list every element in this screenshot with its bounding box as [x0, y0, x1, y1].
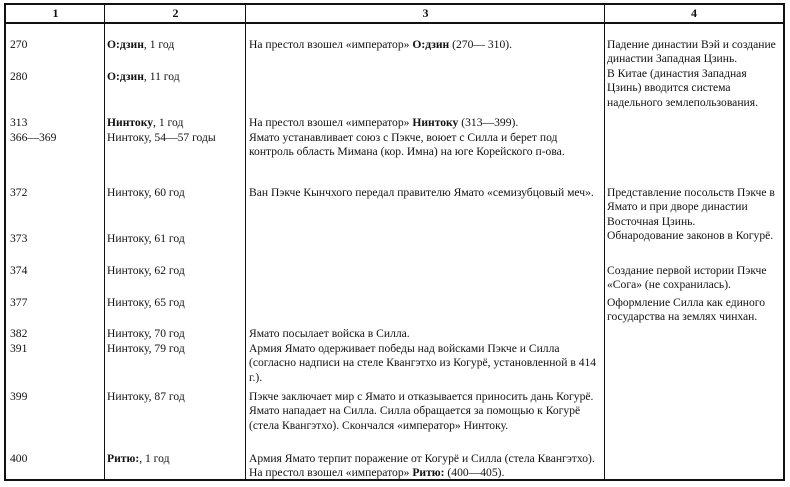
japan-event-cell: Пэкче заключает мир с Ямато и отказывается приносить дань Когурё. Ямато нападает на Силла. Силла обращается за помощью к Когурё (стела Квангэтхо). Скончался «император» Нинтоку.	[249, 390, 594, 432]
reign-cell: Нинтоку, 54—57 годы	[107, 131, 216, 144]
reign-cell	[107, 452, 239, 466]
year-cell: 382	[10, 327, 28, 340]
year-cell: 374	[10, 264, 28, 277]
header-row	[6, 5, 783, 24]
japan-event-cell	[249, 116, 605, 130]
event-text: Армия Ямато терпит поражение от Когурё и Силла (стела Квангэтхо). На престол взошел «император»	[249, 452, 595, 480]
reign-cell	[107, 70, 239, 84]
event-text: На престол взошел «император»	[249, 116, 413, 129]
year-cell: 373	[10, 232, 28, 245]
reign-year: , 1 год	[143, 38, 175, 51]
japan-event-cell: Ямато устанавливает союз с Пэкче, воюет с Силла и берет под контроль область Мимана (кор. Имна) на юге Корейского п-ова.	[249, 131, 565, 159]
column-divider	[245, 5, 246, 479]
header-col-1: 1	[52, 6, 59, 20]
reign-cell: Нинтоку, 87 год	[107, 390, 185, 403]
year-cell: 366—369	[10, 131, 57, 144]
world-event-cell: Создание первой истории Пэкче «Сога» (не сохранилась).	[607, 264, 767, 292]
emperor-name: О:дзин	[107, 70, 144, 83]
reign-year: , 1 год	[139, 452, 170, 465]
chronology-table	[4, 3, 785, 481]
reign-cell: Нинтоку, 62 год	[107, 264, 185, 277]
reign-year: , 11 год	[143, 70, 180, 83]
emperor-name: Ритю:	[107, 452, 140, 465]
year-cell: 391	[10, 342, 28, 355]
reign-cell: Нинтоку, 79 год	[107, 342, 185, 355]
reign-cell: Нинтоку, 60 год	[107, 186, 185, 199]
emperor-name: О:дзин	[107, 38, 144, 51]
event-text: (400—405).	[444, 466, 505, 480]
emperor-name: Нинтоку	[412, 116, 459, 129]
event-text: (313—399).	[458, 116, 519, 129]
year-cell: 377	[10, 296, 28, 309]
world-event-cell: В Китае (династия Западная Цзинь) вводится система надельного землепользования.	[607, 67, 758, 109]
year-cell: 399	[10, 390, 28, 403]
world-event-cell: Оформление Силла как единого государства на землях чинхан.	[607, 296, 766, 324]
reign-year: , 1 год	[153, 116, 184, 129]
japan-event-cell: Армия Ямато одерживает победы над войсками Пэкче и Силла (согласно надписи на стеле Квангэтхо из Когурё, установленной в 414 г.).	[249, 342, 597, 384]
world-event-cell: Падение династии Вэй и создание династии Западная Цзинь.	[607, 38, 776, 66]
reign-cell	[107, 116, 239, 130]
header-col-4: 4	[691, 6, 697, 20]
world-event-cell: Представление посольств Пэкче в Ямато и при дворе династии Восточная Цзинь.	[607, 186, 775, 228]
reign-cell	[107, 38, 239, 52]
emperor-name: Нинтоку	[107, 116, 154, 129]
column-divider	[104, 5, 105, 479]
year-cell: 313	[10, 116, 28, 129]
world-event-cell: Обнародование законов в Когурё.	[607, 229, 774, 242]
header-col-3: 3	[422, 6, 429, 20]
japan-event-cell: Ямато посылает войска в Силла.	[249, 327, 410, 340]
year-cell: 270	[10, 38, 28, 51]
reign-cell: Нинтоку, 70 год	[107, 327, 185, 340]
year-cell: 400	[10, 452, 28, 465]
header-col-2: 2	[172, 6, 179, 20]
reign-cell: Нинтоку, 65 год	[107, 296, 185, 309]
japan-event-cell	[249, 452, 605, 481]
japan-event-cell: Ван Пэкче Кынчхого передал правителю Ямато «семизубцовый меч».	[249, 186, 594, 199]
year-cell: 280	[10, 70, 28, 83]
reign-cell: Нинтоку, 61 год	[107, 232, 185, 245]
year-cell: 372	[10, 186, 28, 199]
emperor-name: Ритю:	[412, 466, 445, 480]
event-text: На престол взошел «император»	[249, 38, 413, 51]
japan-event-cell	[249, 38, 605, 52]
emperor-name: О:дзин	[412, 38, 450, 51]
event-text: (270— 310).	[449, 38, 513, 51]
